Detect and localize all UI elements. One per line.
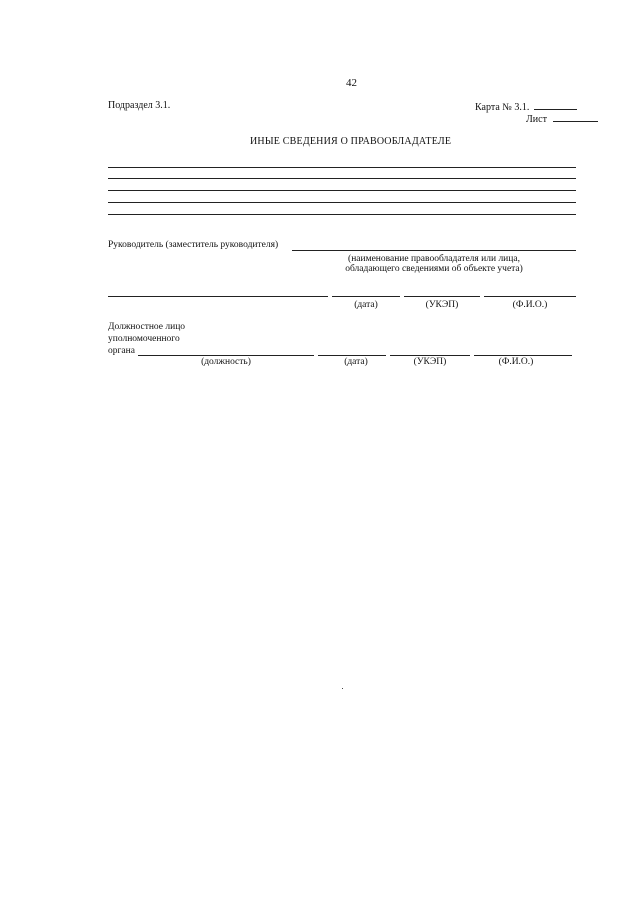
info-line-2 <box>108 178 576 179</box>
rightholder-caption-2: обладающего сведениями об объекте учета) <box>345 264 523 274</box>
head-date-line <box>332 296 400 297</box>
official-name-caption: (Ф.И.О.) <box>498 357 534 367</box>
official-label-3: органа <box>108 346 135 356</box>
card-number-blank <box>534 100 577 110</box>
head-name-line <box>484 296 576 297</box>
official-name-line <box>474 355 572 356</box>
info-line-4 <box>108 202 576 203</box>
document-title: ИНЫЕ СВЕДЕНИЯ О ПРАВООБЛАДАТЕЛЕ <box>250 136 452 147</box>
info-line-5 <box>108 214 576 215</box>
info-line-1 <box>108 167 576 168</box>
head-date-caption: (дата) <box>354 300 378 310</box>
head-label: Руководитель (заместитель руководителя) <box>108 240 279 250</box>
official-label-2: уполномоченного <box>108 334 180 344</box>
official-label-1: Должностное лицо <box>108 322 186 332</box>
official-position-line <box>138 355 314 356</box>
subsection-label: Подраздел 3.1. <box>108 100 171 111</box>
head-signature-line <box>404 296 480 297</box>
official-date-line <box>318 355 386 356</box>
official-position-caption: (должность) <box>201 357 251 367</box>
official-signature-line <box>390 355 470 356</box>
head-signature-caption: (УКЭП) <box>425 300 459 310</box>
head-name-caption: (Ф.И.О.) <box>512 300 548 310</box>
rightholder-caption-1: (наименование правообладателя или лица, <box>348 254 520 264</box>
info-line-3 <box>108 190 576 191</box>
sheet-label: Лист <box>526 114 547 125</box>
scan-speck <box>342 688 343 689</box>
sheet-field <box>526 112 598 125</box>
official-date-caption: (дата) <box>344 357 368 367</box>
official-signature-caption: (УКЭП) <box>413 357 447 367</box>
sheet-blank <box>553 112 598 122</box>
head-position-line <box>108 296 328 297</box>
page-number: 42 <box>346 77 357 89</box>
rightholder-name-line <box>292 250 576 251</box>
card-number-label: Карта № 3.1. <box>475 102 530 113</box>
